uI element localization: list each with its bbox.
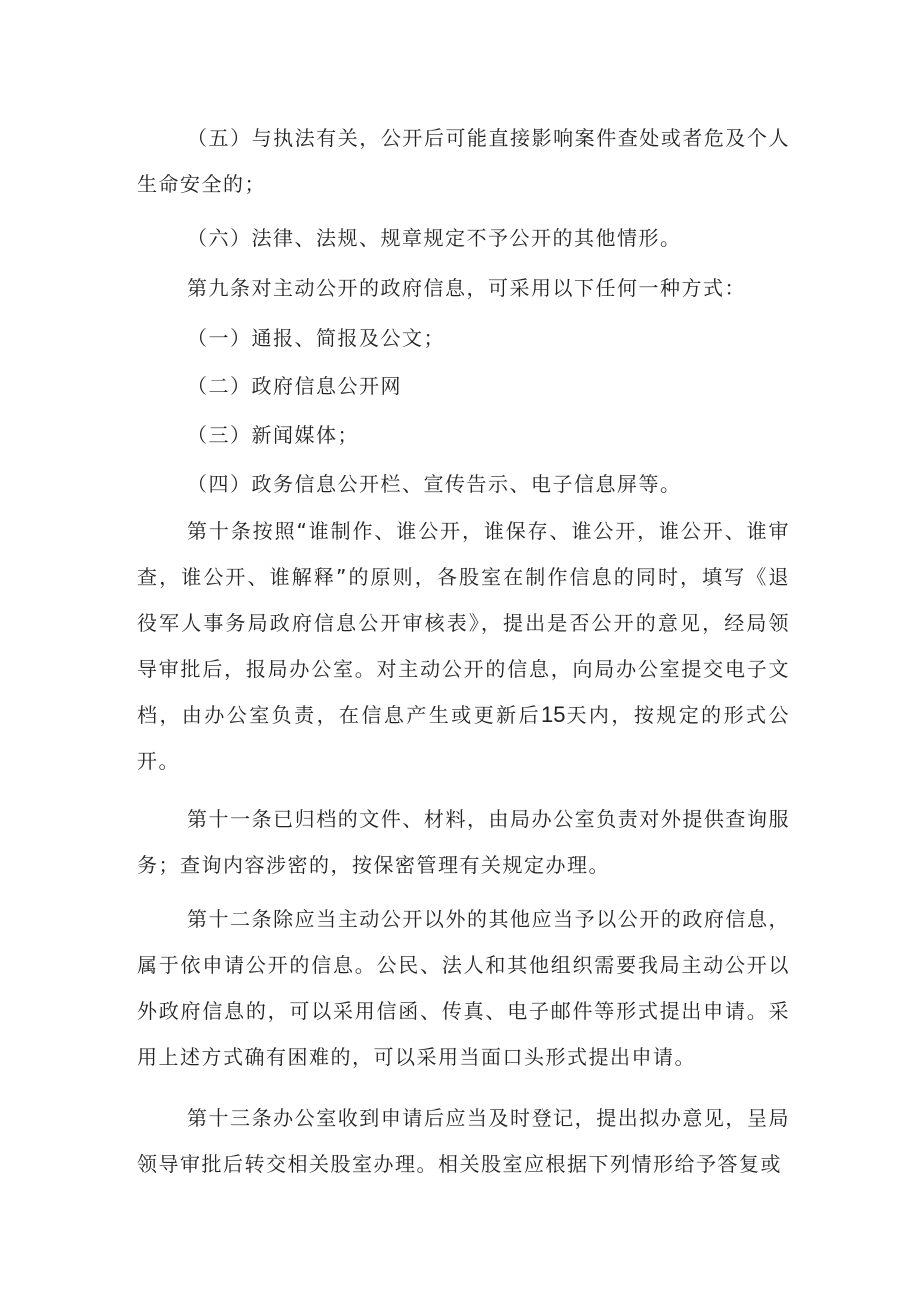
paragraph-method-2: （二）政府信息公开网: [187, 374, 402, 398]
paragraph-method-4: （四）政务信息公开栏、宣传告示、电子信息屏等。: [187, 472, 682, 496]
paragraph-item-6: （六）法律、法规、规章规定不予公开的其他情形。: [187, 226, 682, 250]
paragraph-article-9: 第九条对主动公开的政府信息，可采用以下任何一种方式：: [187, 276, 746, 300]
article-10-text-after: 天内，按规定的形式公开。: [137, 703, 791, 773]
article-10-days-number: 15: [541, 702, 566, 727]
paragraph-article-11: 第十一条已归档的文件、材料，由局办公室负责对外提供查询服务；查询内容涉密的，按保密管理有关规定办理。: [137, 807, 790, 877]
article-10-text-before: 第十条按照“谁制作、谁公开，谁保存、谁公开，谁公开、谁审查，谁公开、谁解释”的原则，各股室在制作信息的同时，填写《退役军人事务局政府信息公开审核表》，提出是否公开的意见，经局领导审批后，报局办公室。对主动公开的信息，向局办公室提交电子文档，由办公室负责，在信息产生或更新后: [137, 519, 790, 727]
paragraph-item-5: （五）与执法有关，公开后可能直接影响案件查处或者危及个人生命安全的；: [137, 126, 790, 196]
paragraph-method-1: （一）通报、简报及公文；: [187, 326, 445, 350]
paragraph-method-3: （三）新闻媒体；: [187, 423, 359, 447]
paragraph-article-13: 第十三条办公室收到申请后应当及时登记，提出拟办意见，呈局领导审批后转交相关股室办理。相关股室应根据下列情形给予答复或: [137, 1106, 790, 1176]
paragraph-article-12: 第十二条除应当主动公开以外的其他应当予以公开的政府信息，属于依申请公开的信息。公民、法人和其他组织需要我局主动公开以外政府信息的，可以采用信函、传真、电子邮件等形式提出申请。采用上述方式确有困难的，可以采用当面口头形式提出申请。: [137, 907, 790, 1069]
paragraph-article-10: [137, 508, 790, 784]
